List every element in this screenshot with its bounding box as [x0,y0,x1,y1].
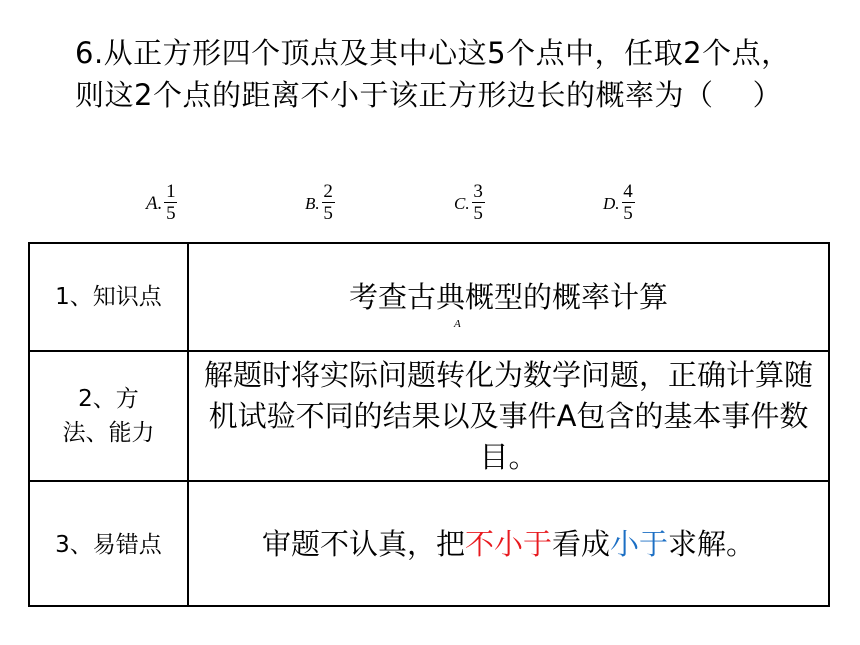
option-d-fraction [622,182,635,225]
option-d [603,182,635,225]
option-c-numerator: 3 [473,181,483,202]
option-b [305,182,335,225]
pitfall-text-2: 看成 [551,527,610,561]
option-b-fraction [322,182,335,225]
analysis-table [28,242,830,607]
option-d-letter: D. [603,193,620,213]
option-c-letter: C. [454,193,470,213]
row-label-knowledge: 1、知识点 [30,244,189,350]
pitfall-highlight-less: 小于 [610,527,669,561]
option-b-letter: B. [305,193,320,213]
option-a-fraction [164,182,177,225]
row-label-pitfall: 3、易错点 [30,482,189,607]
option-b-denominator: 5 [323,203,333,224]
pitfall-text-3: 求解。 [668,527,756,561]
row-content-pitfall [189,482,828,607]
option-d-numerator: 4 [623,181,633,202]
small-annotation: A [454,318,461,330]
option-c [454,182,485,225]
table-row-method [30,352,828,482]
option-c-denominator: 5 [473,203,483,224]
table-row-knowledge [30,244,828,352]
row-content-method: 解题时将实际问题转化为数学问题，正确计算随机试验不同的结果以及事件A包含的基本事件数目。 [203,357,813,474]
option-b-numerator: 2 [323,181,333,202]
option-a-denominator: 5 [166,203,176,224]
option-d-denominator: 5 [623,203,633,224]
option-a [146,182,177,225]
option-a-numerator: 1 [166,181,176,202]
row-content-knowledge: 考查古典概型的概率计算 [348,279,668,314]
question-text: 6.从正方形四个顶点及其中心这5个点中，任取2个点，则这2个点的距离不小于该正方形边长的概率为（ ） [75,36,791,112]
pitfall-highlight-not-less: 不小于 [464,527,552,561]
pitfall-text-1: 审题不认真，把 [261,527,465,561]
table-row-pitfall [30,482,828,607]
option-c-fraction [472,182,485,225]
row-label-method: 2、方法、能力 [30,352,189,480]
option-a-letter: A. [146,192,163,214]
